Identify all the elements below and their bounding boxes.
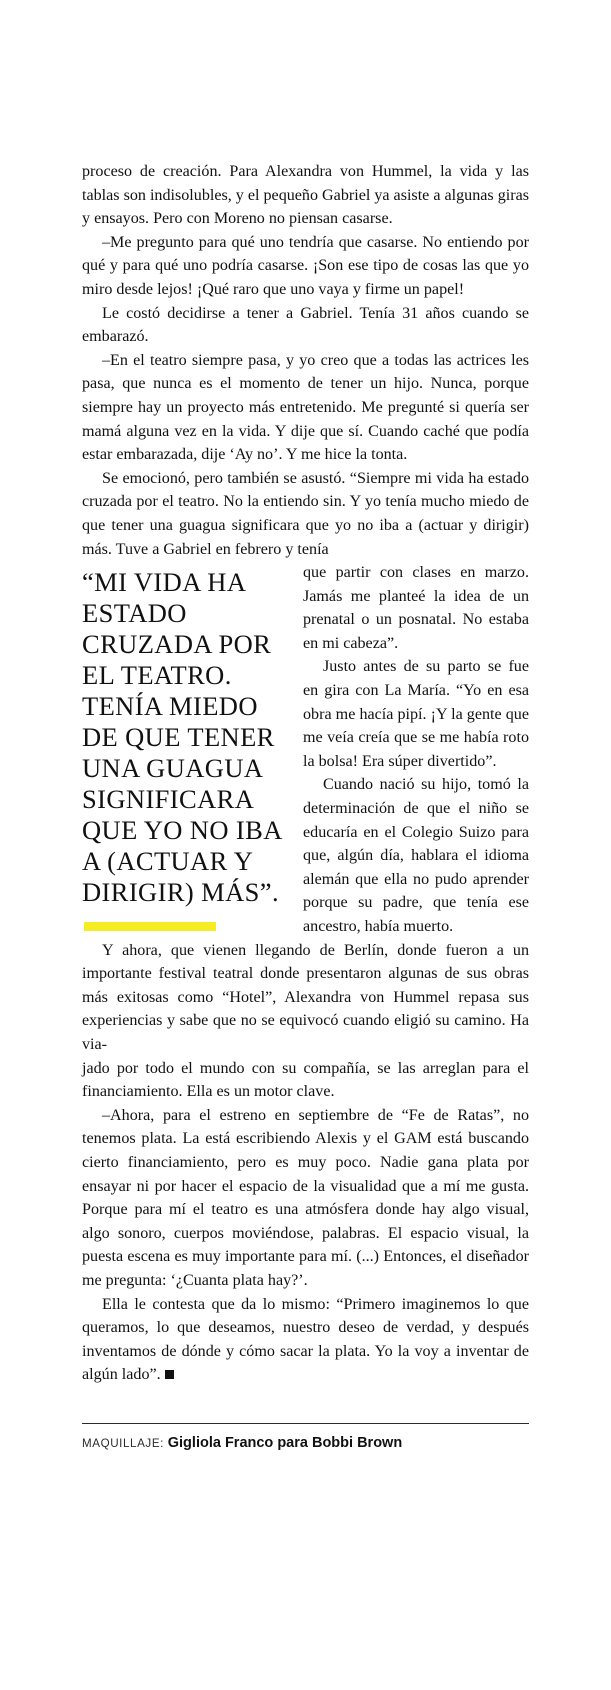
article-body <box>82 160 529 1453</box>
paragraph: Le costó decidirse a tener a Gabriel. Tenía 31 años cuando se embarazó. <box>82 304 529 346</box>
credits-divider <box>82 1423 529 1424</box>
paragraph: jado por todo el mundo con su compañía, se las arreglan para el financiamiento. Ella es un motor clave. <box>82 1059 529 1101</box>
pullquote-highlight-bar <box>84 922 216 931</box>
end-of-article-mark <box>165 1370 174 1379</box>
paragraph: –En el teatro siempre pasa, y yo creo que a todas las actrices les pasa, que nunca es el momento de tener un hijo. Nunca, porque siempre hay un proyecto más entretenido. Me pregunté si quería ser mamá alguna vez en la vida. Y dije que sí. Cuando caché que podía estar embarazada, dije ‘Ay no’. Y me hice la tonta. <box>82 351 529 464</box>
paragraph: Y ahora, que vienen llegando de Berlín, donde fueron a un importante festival teatral donde presentaron algunas de sus obras más exitosas como “Hotel”, Alexandra von Hummel repasa sus experiencias y sabe que no se equivocó cuando eligió su camino. Ha via- <box>82 941 529 1053</box>
pullquote-section <box>82 561 529 1056</box>
paragraph: proceso de creación. Para Alexandra von Hummel, la vida y las tablas son indisolubles, y el pequeño Gabriel ya asiste a algunas giras y ensayos. Pero con Moreno no piensan casarse. <box>82 163 529 228</box>
paragraph: Justo antes de su parto se fue en gira con La María. “Yo en esa obra me hacía pipí. ¡Y la gente que me veía creía que se me había roto la bolsa! Era súper divertido”. <box>303 658 529 770</box>
paragraph: –Ahora, para el estreno en septiembre de “Fe de Ratas”, no tenemos plata. La está escribiendo Alexis y el GAM está buscando cierto financiamiento, pero es muy poco. Nadie gana plata por ensayar ni por hacer el espacio de la visualidad que a mí me gusta. Porque para mí el teatro es una atmósfera donde hay algo visual, algo sonoro, cuerpos moviéndose, palabras. El espacio visual, la puesta escena es muy importante para mí. (...) Entonces, el diseñador me pregunta: ‘¿Cuanta plata hay?’. <box>82 1106 529 1289</box>
credits <box>82 1434 529 1453</box>
paragraph-final <box>82 1293 529 1387</box>
credits-value: Gigliola Franco para Bobbi Brown <box>167 1434 403 1451</box>
paragraph: Cuando nació su hijo, tomó la determinación de que el niño se educaría en el Colegio Suizo para que, algún día, hablara el idioma alemán que ella no pudo aprender porque su padre, que tenía ese ancestro, había muerto. <box>303 776 529 935</box>
paragraph: Se emocionó, pero también se asustó. “Siempre mi vida ha estado cruzada por el teatro. No la entiendo sin. Y yo tenía mucho miedo de que tener una guagua significara que yo no iba a (actuar y dirigir) más. Tuve a Gabriel en febrero y tenía <box>82 469 529 558</box>
pullquote-text: “MI VIDA HA ESTADO CRUZADA POR EL TEATRO. TENÍA MIEDO DE QUE TENER UNA GUAGUA SIGNIFICARA QUE YO NO IBA A (ACTUAR Y DIRIGIR) MÁS”. <box>82 567 282 908</box>
article-intro-column <box>82 160 529 561</box>
article-closing-column <box>82 1057 529 1387</box>
credits-label: MAQUILLAJE: <box>82 1436 164 1450</box>
paragraph: que partir con clases en marzo. Jamás me planteé la idea de un prenatal o un posnatal. No estaba en mi cabeza”. <box>303 564 529 652</box>
pullquote-block <box>82 567 287 931</box>
paragraph: –Me pregunto para qué uno tendría que casarse. No entiendo por qué y para qué uno podría casarse. ¡Son ese tipo de cosas las que yo miro desde lejos! ¡Qué raro que uno vaya y firme un papel! <box>82 233 529 298</box>
paragraph-text: Ella le contesta que da lo mismo: “Primero imaginemos lo que queramos, lo que deseamos, nuestro deseo de verdad, y después inventamos de dónde y cómo sacar la plata. Yo la voy a inventar de algún lado”. <box>82 1295 529 1384</box>
